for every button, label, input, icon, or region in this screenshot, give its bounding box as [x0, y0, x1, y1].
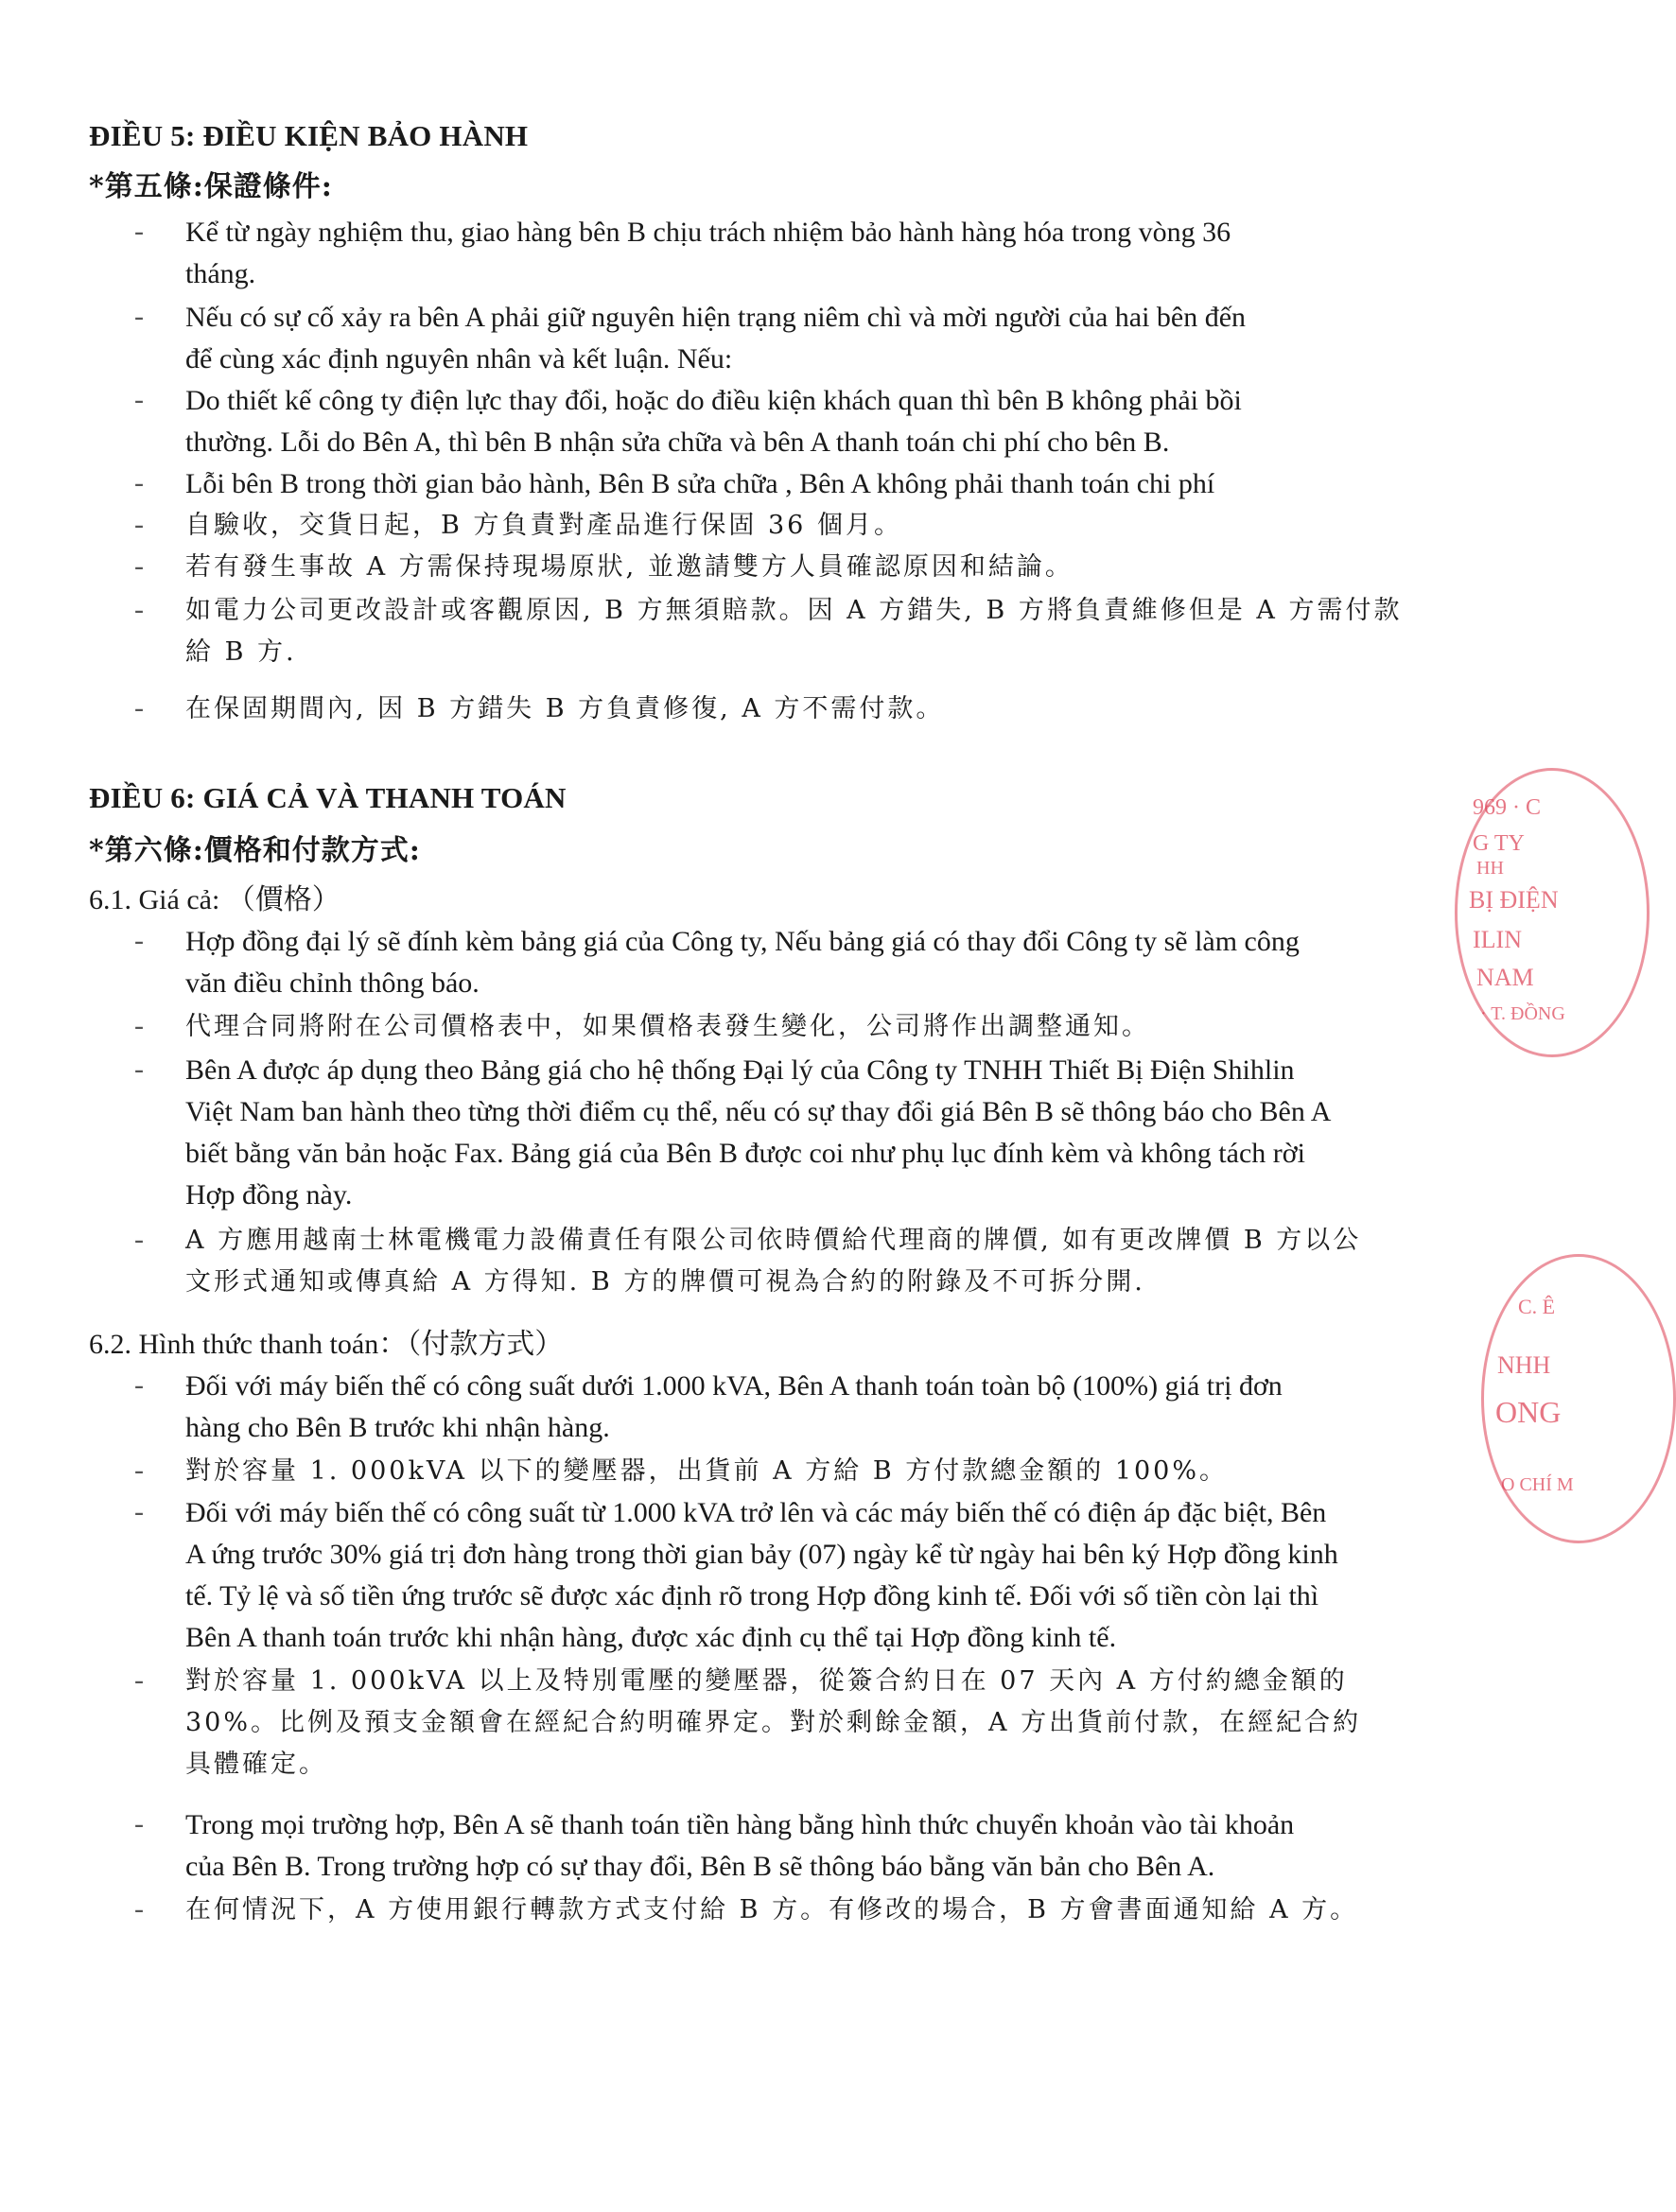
article-5-subheading: *第五條:保證條件: — [89, 170, 333, 203]
list-item-line: A ứng trước 30% giá trị đơn hàng trong thời gian bảy (07) ngày kể từ ngày hai bên ký Hợp đồng kinh — [185, 1539, 1338, 1570]
list-item-line: Đối với máy biến thế có công suất từ 1.000 kVA trở lên và các máy biến thế có điện áp đặc biệt, Bên — [185, 1497, 1327, 1528]
bullet-dash: - — [134, 1369, 144, 1401]
bullet-dash: - — [134, 1054, 144, 1085]
seal-text: ONG — [1495, 1395, 1562, 1429]
list-item-line: Lỗi bên B trong thời gian bảo hành, Bên B sửa chữa , Bên A không phải thanh toán chi phí — [185, 468, 1215, 499]
seal-text: G TY — [1473, 831, 1525, 856]
bullet-dash: - — [134, 1010, 144, 1041]
list-item-line: 30%。比例及預支金額會在經紀合約明確界定。對於剩餘金額，A 方出貨前付款，在經紀合約 — [185, 1708, 1362, 1737]
section-6-1-title: 6.1. Giá cả: （價格） — [89, 884, 340, 915]
list-item-line: 若有發生事故 A 方需保持現場原狀, 並邀請雙方人員確認原因和結論。 — [185, 552, 1074, 582]
bullet-dash: - — [134, 594, 144, 625]
bullet-dash: - — [134, 1664, 144, 1696]
list-item-line: Bên A thanh toán trước khi nhận hàng, được xác định cụ thể tại Hợp đồng kinh tế. — [185, 1622, 1117, 1653]
list-item-line: 在何情況下，A 方使用銀行轉款方式支付給 B 方。有修改的場合，B 方會書面通知給 A 方。 — [185, 1895, 1359, 1925]
company-seal-bottom — [1481, 1254, 1676, 1543]
article-6-subheading: *第六條:價格和付款方式: — [89, 834, 421, 867]
seal-text: ILIN — [1473, 926, 1522, 953]
seal-text: 969 · C — [1473, 795, 1541, 820]
list-item-line: 對於容量 1. 000kVA 以上及特別電壓的變壓器，從簽合約日在 07 天內 A 方付約總金額的 — [185, 1666, 1348, 1696]
section-6-2-title: 6.2. Hình thức thanh toán：（付款方式） — [89, 1329, 564, 1360]
list-item-line: 在保固期間內, 因 B 方錯失 B 方負責修復, A 方不需付款。 — [185, 694, 945, 723]
seal-text: O CHÍ M — [1501, 1474, 1574, 1495]
list-item-line: Hợp đồng đại lý sẽ đính kèm bảng giá của Công ty, Nếu bảng giá có thay đổi Công ty sẽ làm công — [185, 926, 1300, 957]
seal-text: NAM — [1476, 964, 1534, 991]
list-item-line: Hợp đồng này. — [185, 1179, 353, 1211]
seal-text: · T. ĐỒNG — [1480, 1003, 1565, 1024]
seal-text: BỊ ĐIỆN — [1469, 886, 1559, 914]
list-item-line: A 方應用越南士林電機電力設備責任有限公司依時價給代理商的牌價, 如有更改牌價 B 方以公 — [185, 1226, 1362, 1255]
list-item-line: 如電力公司更改設計或客觀原因, B 方無須賠款。因 A 方錯失, B 方將負責維修但是 A 方需付款 — [185, 596, 1403, 625]
list-item-line: 對於容量 1. 000kVA 以下的變壓器，出貨前 A 方給 B 方付款總金額的 100%。 — [185, 1456, 1229, 1486]
list-item-line: hàng cho Bên B trước khi nhận hàng. — [185, 1412, 610, 1443]
bullet-dash: - — [134, 1808, 144, 1839]
list-item-line: của Bên B. Trong trường hợp có sự thay đổi, Bên B sẽ thông báo bằng văn bản cho Bên A. — [185, 1851, 1215, 1882]
list-item-line: 具體確定。 — [185, 1750, 327, 1779]
article-6-heading: ĐIỀU 6: GIÁ CẢ VÀ THANH TOÁN — [89, 781, 567, 814]
bullet-dash: - — [134, 509, 144, 540]
list-item-line: Bên A được áp dụng theo Bảng giá cho hệ thống Đại lý của Công ty TNHH Thiết Bị Điện Shihlin — [185, 1054, 1295, 1086]
bullet-dash: - — [134, 1496, 144, 1527]
list-item-line: 給 B 方. — [185, 637, 297, 667]
company-seal-top — [1455, 768, 1650, 1057]
bullet-dash: - — [134, 1454, 144, 1486]
list-item-line: thường. Lỗi do Bên A, thì bên B nhận sửa chữa và bên A thanh toán chi phí cho bên B. — [185, 427, 1170, 458]
bullet-dash: - — [134, 692, 144, 723]
bullet-dash: - — [134, 550, 144, 582]
seal-text: NHH — [1497, 1351, 1551, 1379]
list-item-line: biết bằng văn bản hoặc Fax. Bảng giá của Bên B được coi như phụ lục đính kèm và không tách rời — [185, 1138, 1305, 1169]
bullet-dash: - — [134, 301, 144, 332]
seal-text: C. Ê — [1518, 1295, 1556, 1318]
list-item-line: Trong mọi trường hợp, Bên A sẽ thanh toán tiền hàng bằng hình thức chuyển khoản vào tài khoản — [185, 1809, 1295, 1840]
list-item-line: Kể từ ngày nghiệm thu, giao hàng bên B chịu trách nhiệm bảo hành hàng hóa trong vòng 36 — [185, 217, 1231, 248]
bullet-dash: - — [134, 384, 144, 415]
bullet-dash: - — [134, 1224, 144, 1255]
seal-text: HH — [1476, 858, 1504, 879]
bullet-dash: - — [134, 1893, 144, 1925]
list-item-line: tế. Tỷ lệ và số tiền ứng trước sẽ được xác định rõ trong Hợp đồng kinh tế. Đối với số tiền còn lại thì — [185, 1580, 1319, 1611]
list-item-line: Nếu có sự cố xảy ra bên A phải giữ nguyên hiện trạng niêm chì và mời người của hai bên đến — [185, 302, 1247, 333]
bullet-dash: - — [134, 467, 144, 498]
list-item-line: 自驗收，交貨日起，B 方負責對產品進行保固 36 個月。 — [185, 511, 902, 540]
list-item-line: Đối với máy biến thế có công suất dưới 1.000 kVA, Bên A thanh toán toàn bộ (100%) giá trị đơn — [185, 1370, 1283, 1402]
list-item-line: 文形式通知或傳真給 A 方得知. B 方的牌價可視為合約的附錄及不可拆分開. — [185, 1267, 1145, 1297]
list-item-line: Do thiết kế công ty điện lực thay đổi, hoặc do điều kiện khách quan thì bên B không phải bồi — [185, 385, 1242, 416]
bullet-dash: - — [134, 216, 144, 247]
bullet-dash: - — [134, 925, 144, 956]
list-item-line: 代理合同將附在公司價格表中，如果價格表發生變化，公司將作出調整通知。 — [185, 1012, 1150, 1041]
list-item-line: Việt Nam ban hành theo từng thời điểm cụ thể, nếu có sự thay đổi giá Bên B sẽ thông báo cho Bên A — [185, 1096, 1332, 1127]
list-item-line: tháng. — [185, 258, 256, 289]
list-item-line: văn điều chỉnh thông báo. — [185, 967, 480, 999]
article-5-heading: ĐIỀU 5: ĐIỀU KIỆN BẢO HÀNH — [89, 119, 529, 152]
list-item-line: để cùng xác định nguyên nhân và kết luận. Nếu: — [185, 343, 733, 374]
